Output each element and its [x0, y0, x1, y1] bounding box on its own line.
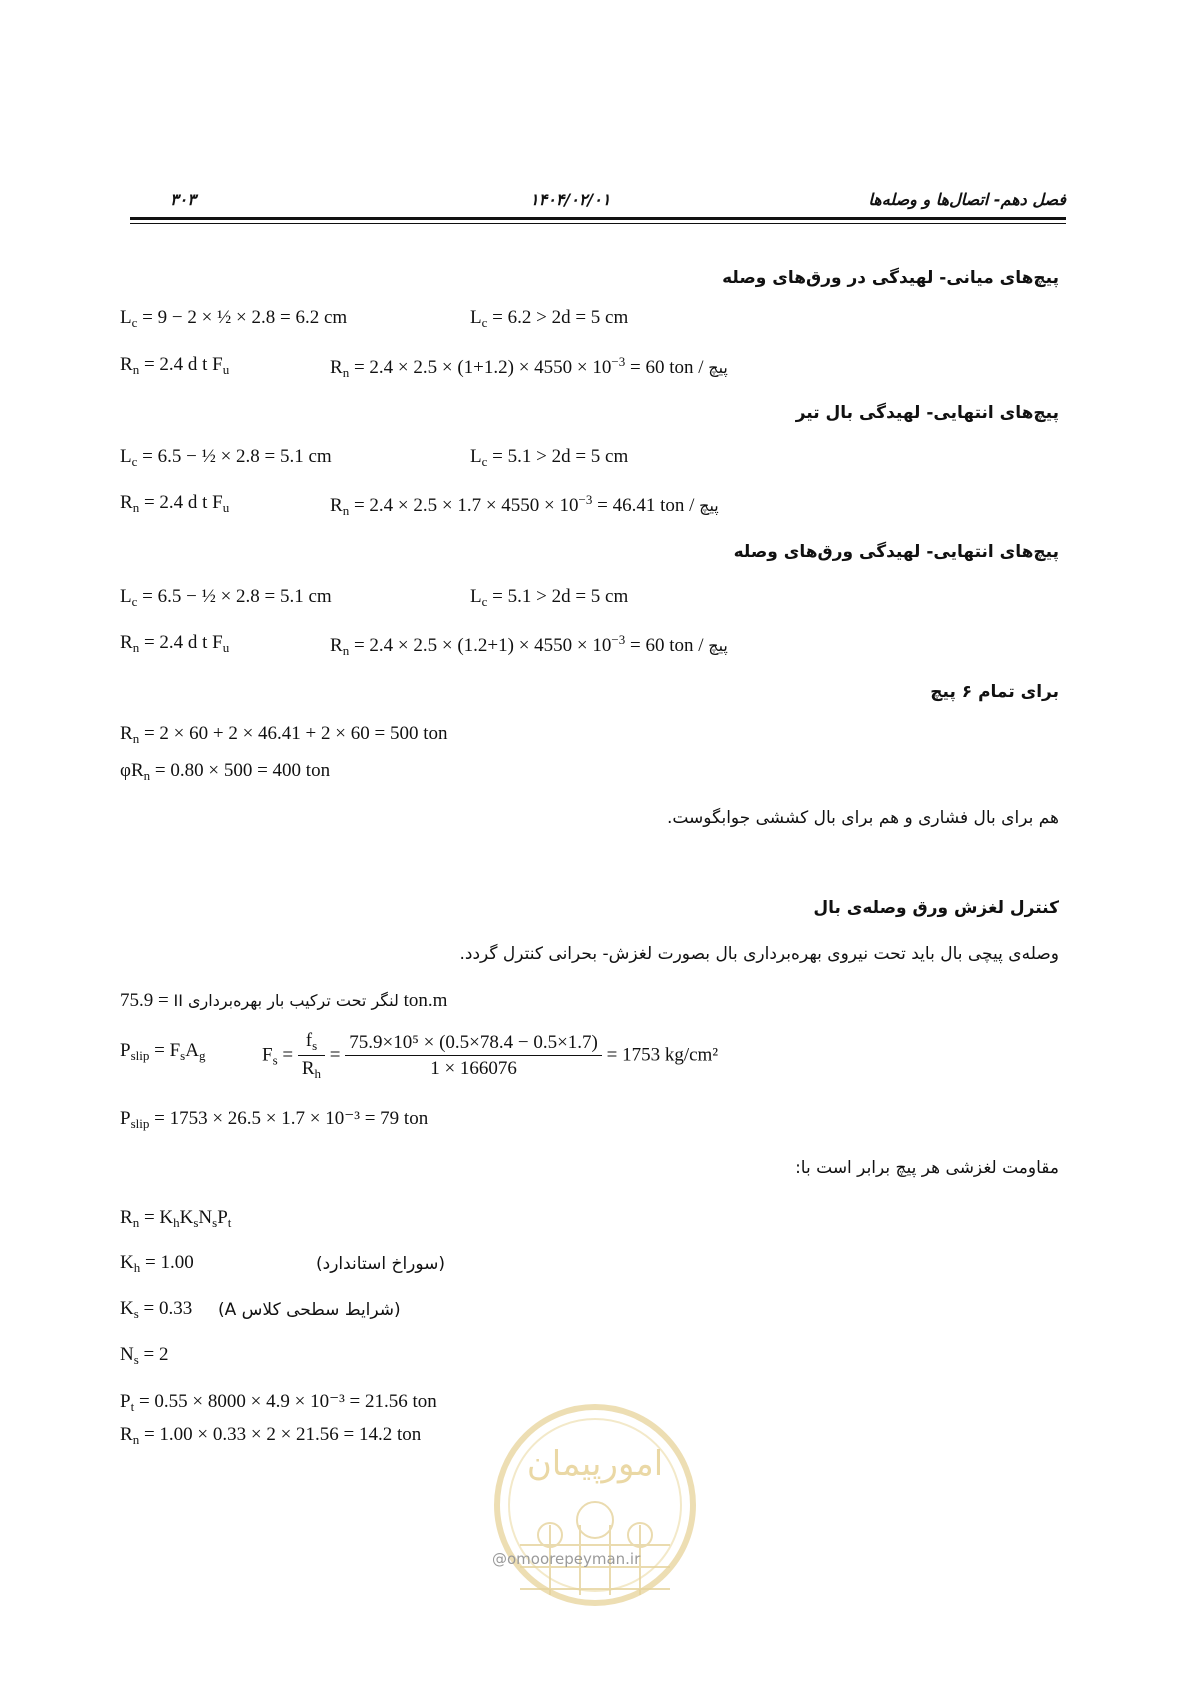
eq-lc-middle-check: $L_c = 6.2 > 2d = 5$ cm — [470, 307, 629, 330]
heading-middle-bolts-bearing-plates: پیچ‌های میانی- لهیدگی در ورق‌های وصله — [722, 268, 1059, 288]
eq-fs: $F_s$ = $\frac{f_s}{R_h}$ = $\frac{\text{75.9×10⁵ × (0.5×78.4 − 0.5×1.7)}}{1 \times 166076}$ = 1753 kg/cm² — [262, 1030, 719, 1081]
ks-note: (شرایط سطحی کلاس A) — [218, 1300, 401, 1320]
svg-text:امورپیمان: امورپیمان — [526, 1444, 664, 1484]
header-date: ۱۴۰۴/۰۲/۰۱ — [530, 190, 611, 209]
watermark-handle: @omoorepeyman.ir — [492, 1550, 641, 1568]
sym-L: L — [120, 307, 132, 328]
eq-lc-end-plates: $L_c = 6.5$ − ½ × 2.8 = 5.1 cm — [120, 586, 332, 609]
moment-line: لنگر تحت ترکیب بار بهره‌برداری II = 75.9 ton.m — [120, 990, 448, 1011]
slip-resistance-intro: مقاومت لغزشی هر پیچ برابر است با: — [795, 1158, 1059, 1178]
heading-all-six-bolts: برای تمام ۶ پیچ — [930, 682, 1059, 702]
eq-phi-rn: $\varphi R_n = 0.80 \times 500 = 400$ ton — [120, 760, 331, 783]
header-rule-thin — [130, 223, 1066, 224]
eq-pslip-formula: $P_{slip} = F_sA_g$ — [120, 1040, 206, 1063]
eq-kh: $K_h = 1.00$ — [120, 1252, 194, 1275]
eq-lc-end-flange: $L_c = 6.5$ − ½ × 2.8 = 5.1 cm — [120, 446, 332, 469]
fs-fraction-1: $\frac{f_s}{R_h}$ — [298, 1030, 325, 1082]
header-rule-thick — [130, 217, 1066, 220]
eq-rn-formula-1: $R_n = 2.4$ d t $F_u$ — [120, 354, 230, 377]
watermark-logo — [490, 1395, 700, 1655]
fs-fraction-2: $\frac{\text{75.9×10⁵ × (0.5×78.4 − 0.5×1.7)}}{1 \times 166076}$ — [345, 1032, 602, 1080]
eq-lc-middle: $L_c = 9 - 2$ × ½ × 2.8 = 6.2 cm — [120, 307, 348, 330]
eq-rn-formula-3: $R_n = 2.4$ d t $F_u$ — [120, 632, 230, 655]
eq-lc-end-flange-check: $L_c = 5.1 > 2d = 5$ cm — [470, 446, 629, 469]
eq-ks: $K_s = 0.33$ — [120, 1298, 193, 1321]
heading-slip-control: کنترل لغزش ورق وصله‌ی بال — [813, 898, 1059, 918]
eq-ns: $N_s = 2$ — [120, 1344, 169, 1367]
eq-rn-value-1: $R_n = 2.4 \times 2.5 \times (1+1.2) \times 4550 \times 10^{-3} = 60$ ton / پیچ — [330, 354, 728, 380]
eq-rn-total: $R_n = 2 \times 60 + 2 \times 46.41 + 2 \times 60 = 500$ ton — [120, 723, 448, 746]
eq-rn-value-2: $R_n = 2.4 \times 2.5 \times 1.7 \times 4550 \times 10^{-3} = 46.41$ ton / پیچ — [330, 492, 719, 518]
chapter-title: فصل دهم- اتصال‌ها و وصله‌ها — [868, 190, 1066, 209]
conclusion-text: هم برای بال فشاری و هم برای بال کششی جوابگوست. — [666, 808, 1059, 828]
eq-lc-end-plates-check: $L_c = 5.1 > 2d = 5$ cm — [470, 586, 629, 609]
eq-rn-slip-formula: $R_n = K_hK_sN_sP_t$ — [120, 1207, 232, 1230]
eq-pslip-value: $P_{slip} = 1753 \times 26.5 \times 1.7 \times 10^{-3} = 79$ ton — [120, 1108, 429, 1131]
page-header — [130, 190, 1066, 214]
slip-intro-text: وصله‌ی پیچی بال باید تحت نیروی بهره‌برداری بال بصورت لغزش- بحرانی کنترل گردد. — [459, 944, 1059, 964]
kh-note: (سوراخ استاندارد) — [316, 1254, 446, 1274]
page-number: ۳۰۳ — [170, 190, 196, 209]
heading-end-bolts-splice-plates: پیچ‌های انتهایی- لهیدگی ورق‌های وصله — [733, 542, 1059, 562]
eq-rn-formula-2: $R_n = 2.4$ d t $F_u$ — [120, 492, 230, 515]
eq-rn-value-3: $R_n = 2.4 \times 2.5 \times (1.2+1) \times 4550 \times 10^{-3} = 60$ ton / پیچ — [330, 632, 728, 658]
eq-pt: $P_t = 0.55 \times 8000 \times 4.9 \times 10^{-3} = 21.56$ ton — [120, 1391, 437, 1414]
heading-end-bolts-beam-flange: پیچ‌های انتهایی- لهیدگی بال تیر — [795, 403, 1059, 423]
eq-rn-final: $R_n = 1.00 \times 0.33 \times 2 \times 21.56 = 14.2$ ton — [120, 1424, 422, 1447]
